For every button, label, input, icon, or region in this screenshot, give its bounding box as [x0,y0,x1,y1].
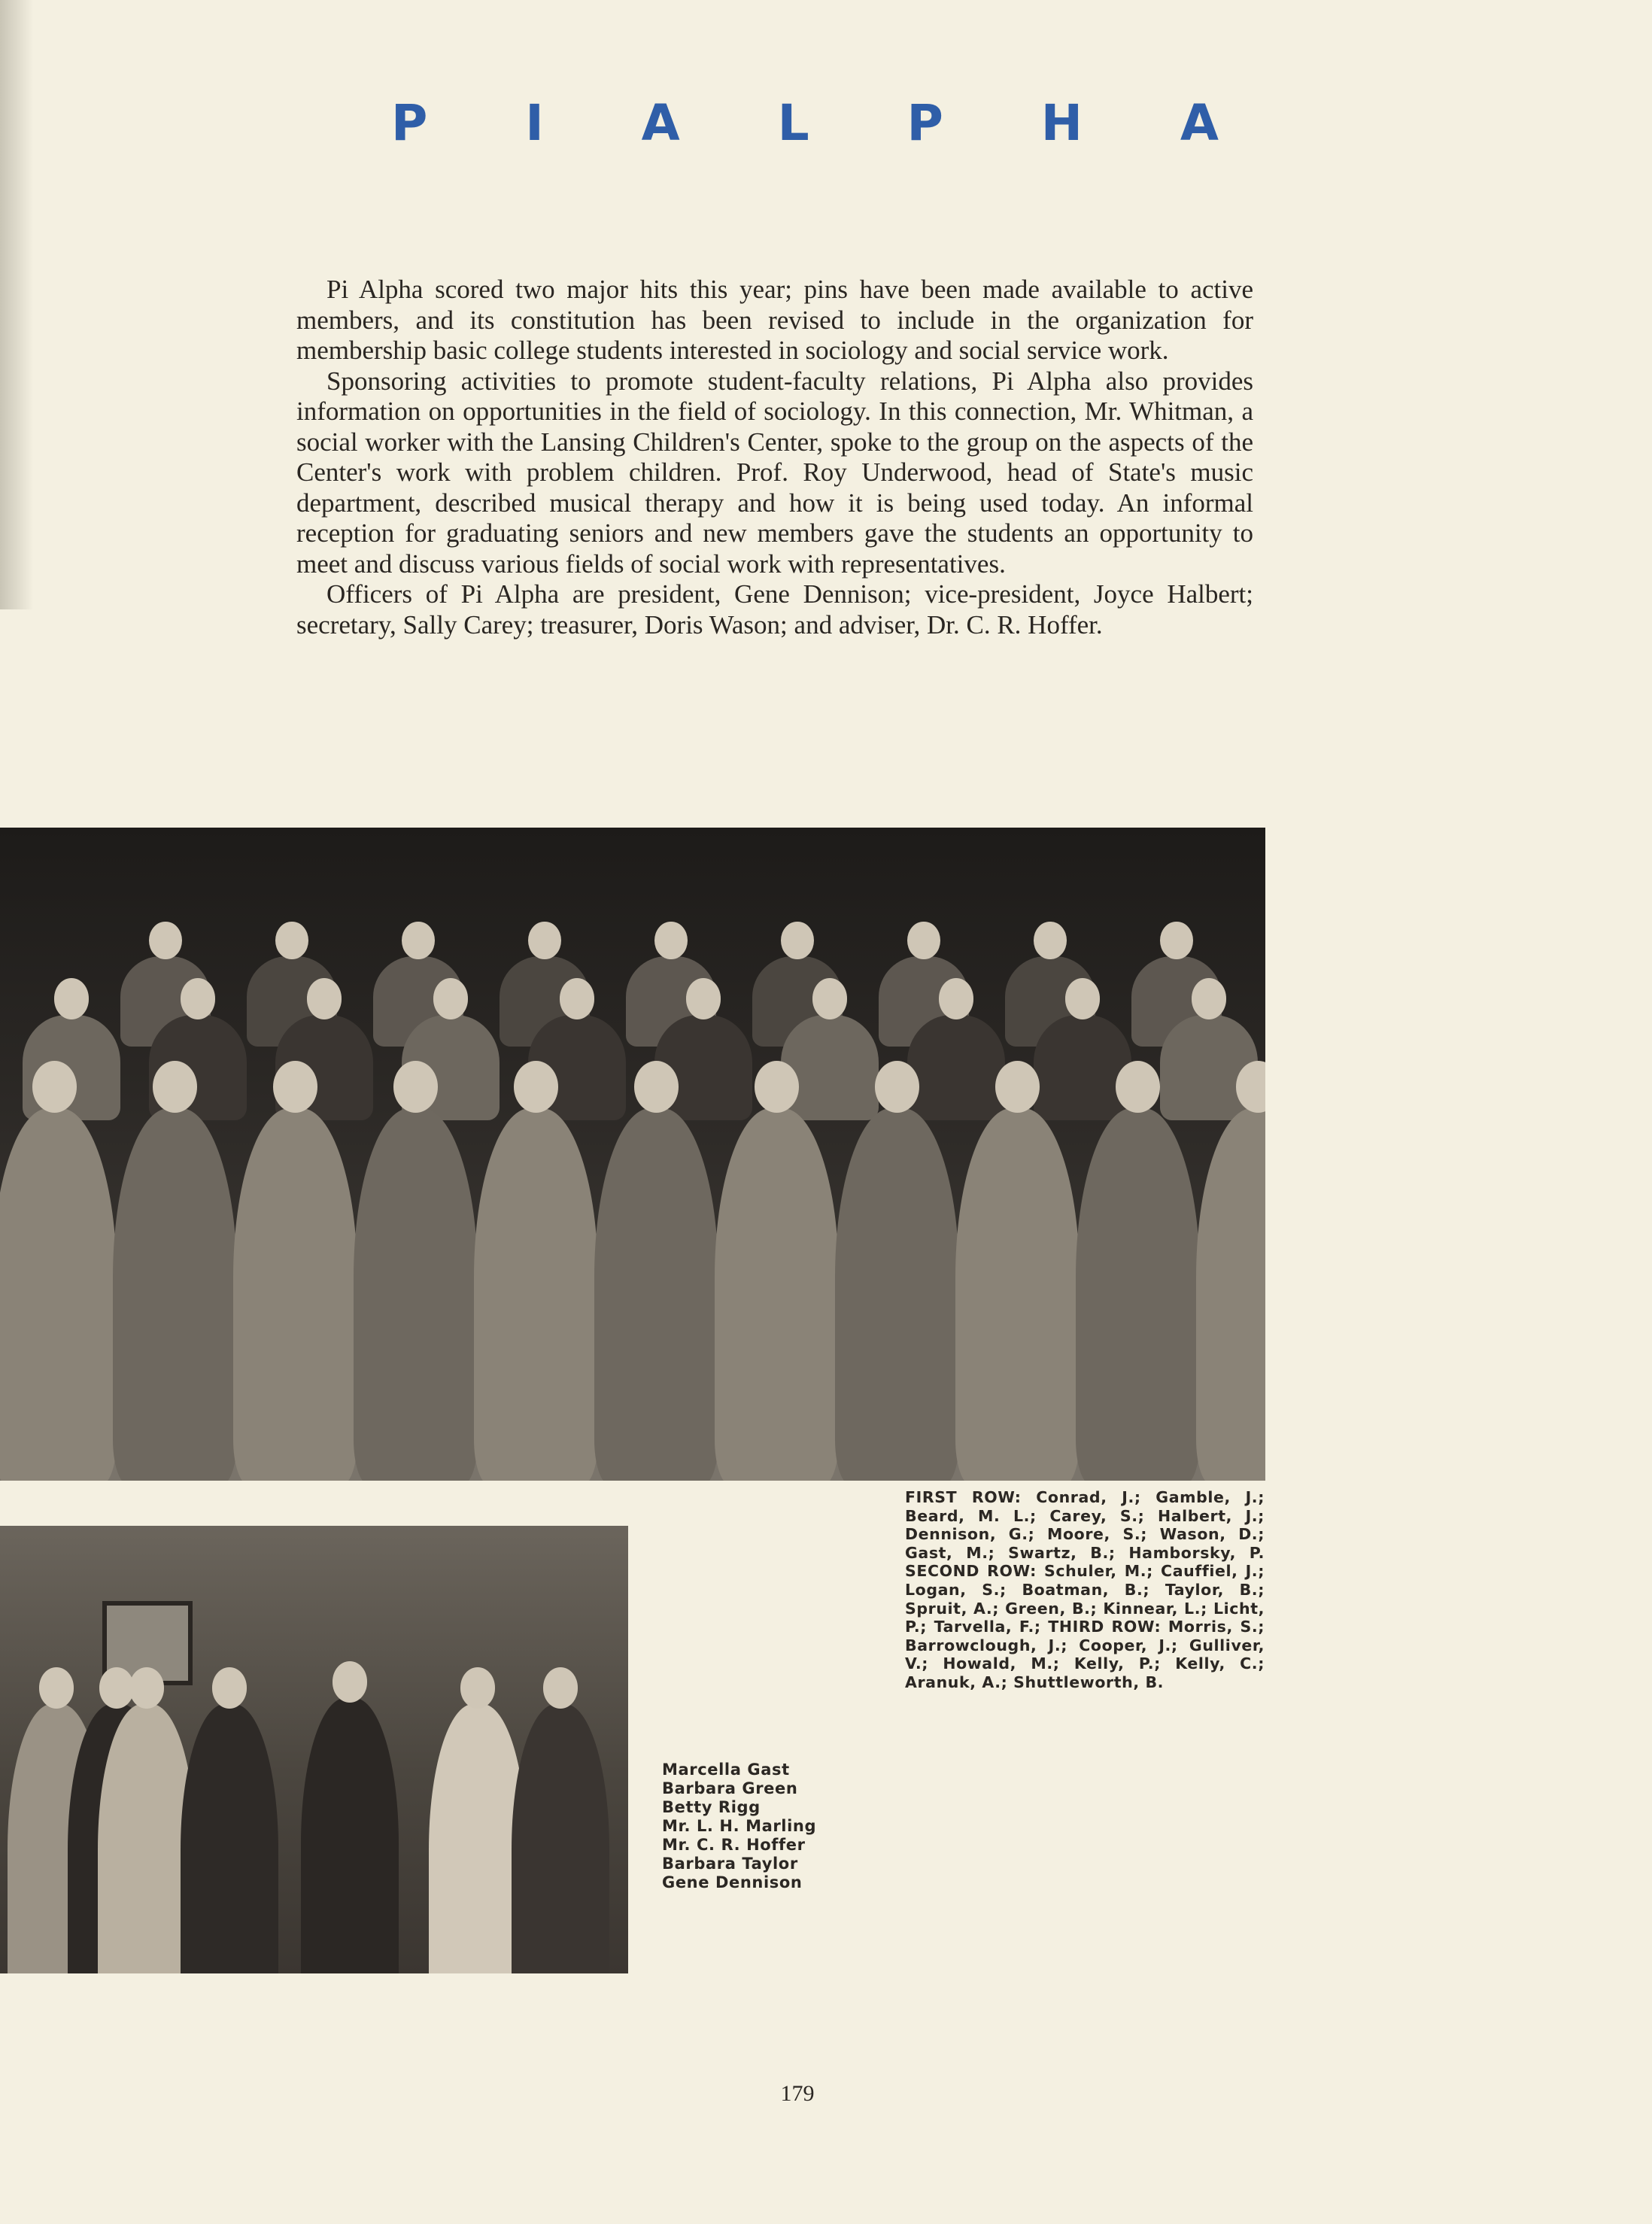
caption-name: Marcella Gast [662,1761,790,1779]
front-row-person-body [1196,1108,1265,1481]
back-row-person-head [1034,922,1066,959]
page-number: 179 [780,2081,815,2106]
caption-name: Mr. L. H. Marling [662,1817,817,1835]
front-row-person-head [755,1061,799,1113]
caption-name: Betty Rigg [662,1798,761,1816]
title-letter: P [391,93,428,152]
front-row-person-body [474,1108,598,1481]
front-row-person-head [514,1061,558,1113]
middle-row-person-head [560,978,595,1019]
front-row-person-head [634,1061,679,1113]
front-row-person-body [835,1108,959,1481]
paragraph: Pi Alpha scored two major hits this year; pins have been made available to active members, and its constitution has been revised to include in the organization for membership basic college students interested in sociology and social service work. [296,275,1253,365]
front-row-person-head [875,1061,919,1113]
back-row-person-head [781,922,813,959]
paragraph: Sponsoring activities to promote student-faculty relations, Pi Alpha also provides information on opportunities in the field of sociology. In this connection, Mr. Whitman, a social worker with the Lansing Children's Center, spoke to the group on the aspects of the Center's work with problem children. Prof. Roy Underwood, head of State's music department, described musical therapy and how it is being used today. An informal reception for graduating seniors and new members gave the students an opportunity to meet and discuss various fields of social work with representatives. [296,366,1253,579]
informal-person-body [512,1704,609,1973]
title-letter: H [1040,93,1083,152]
middle-row-person-body [907,1015,1005,1120]
back-row-person-head [275,922,308,959]
front-row-person-body [1076,1108,1200,1481]
middle-row-person-head [307,978,342,1019]
front-row-person-body [0,1108,117,1481]
informal-photo [0,1526,628,1973]
middle-row-person-head [181,978,216,1019]
middle-row-person-head [1192,978,1227,1019]
binding-shadow [0,0,33,609]
caption-name: Barbara Taylor [662,1855,798,1873]
front-row-person-head [32,1061,77,1113]
middle-row-person-head [1065,978,1101,1019]
front-row-person-head [1116,1061,1160,1113]
paragraph: Officers of Pi Alpha are president, Gene Dennison; vice-president, Joyce Halbert; secretary, Sally Carey; treasurer, Doris Wason; and adviser, Dr. C. R. Hoffer. [296,579,1253,640]
middle-row-person-head [686,978,721,1019]
page-title [391,89,1219,156]
caption-name: Gene Dennison [662,1873,803,1891]
back-row-person-head [402,922,434,959]
informal-person-body [181,1704,278,1973]
article-body [296,275,1253,640]
caption-name: Mr. C. R. Hoffer [662,1836,806,1854]
informal-person-head [333,1661,368,1703]
back-row-person-head [907,922,940,959]
back-row-person-head [1160,922,1192,959]
back-row-person-head [149,922,181,959]
front-row-person-head [153,1061,197,1113]
informal-person-head [39,1667,74,1709]
middle-row-person-head [939,978,974,1019]
front-row-person-body [233,1108,357,1481]
title-letter: I [525,93,544,152]
front-row-person-body [113,1108,237,1481]
front-row-person-head [393,1061,438,1113]
informal-person-head [212,1667,247,1709]
group-photo-caption: FIRST ROW: Conrad, J.; Gamble, J.; Beard, M. L.; Carey, S.; Halbert, J.; Dennison, G.; Moore, S.; Wason, D.; Gast, M.; Swartz, B.; Hamborsky, P. SECOND ROW: Schuler, M.; Cauffiel, J.; Logan, S.; Boatman, B.; Taylor, B.; Spruit, A.; Green, B.; Kinnear, L.; Licht, P.; Tarvella, F.; THIRD ROW: Morris, S.; Barrowclough, J.; Cooper, J.; Gulliver, V.; Howald, M.; Kelly, P.; Kelly, C.; Aranuk, A.; Shuttleworth, B. [905,1488,1265,1691]
middle-row-person-body [781,1015,879,1120]
informal-person-head [460,1667,496,1709]
middle-row-person-head [54,978,90,1019]
group-photo [0,828,1265,1481]
front-row-person-head [995,1061,1040,1113]
back-row-person-head [528,922,560,959]
caption-name: Barbara Green [662,1779,798,1797]
informal-person-head [129,1667,165,1709]
informal-photo-caption [662,1761,888,1892]
middle-row-person-head [812,978,848,1019]
title-letter: P [906,93,943,152]
informal-person-body [301,1698,399,1973]
middle-row-person-body [1034,1015,1131,1120]
front-row-person-body [354,1108,478,1481]
front-row-person-head [273,1061,317,1113]
front-row-person-body [955,1108,1080,1481]
title-letter: L [777,93,809,152]
title-letter: A [1180,93,1219,152]
middle-row-person-body [23,1015,120,1120]
middle-row-person-head [433,978,469,1019]
front-row-person-body [594,1108,718,1481]
back-row-person-head [654,922,687,959]
title-letter: A [641,93,680,152]
group-photo-figures [0,828,1265,1481]
informal-person-head [543,1667,579,1709]
front-row-person-body [715,1108,839,1481]
